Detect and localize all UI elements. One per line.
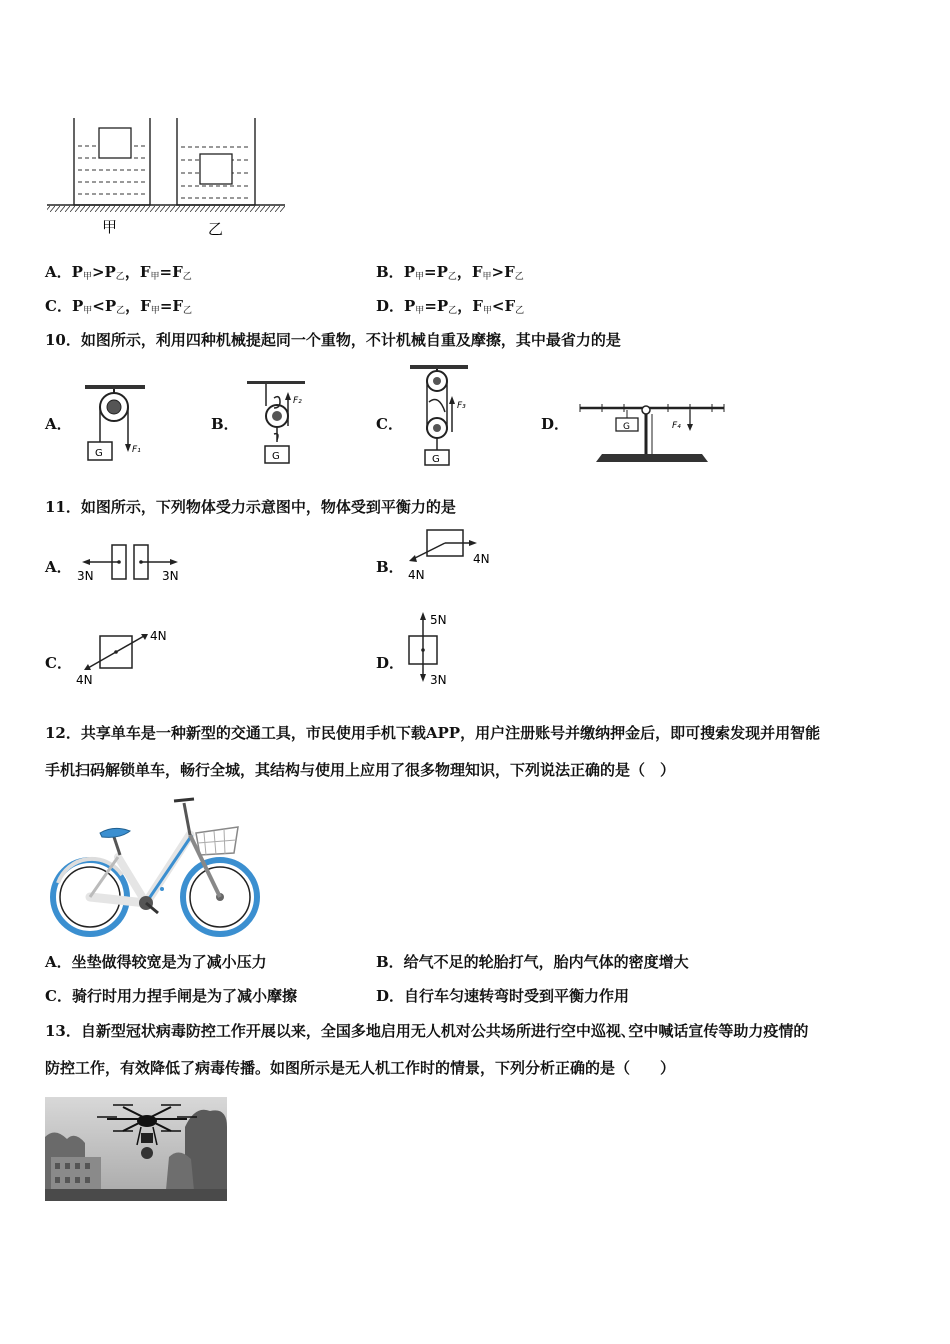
q10-d-force: F₄ <box>672 421 681 431</box>
q9-option-d[interactable]: D．$P_甲=P_乙$，$F_甲<F_乙$ <box>376 297 525 316</box>
q13-stem-line2: 防控工作，有效降低了病毒传播。如图所示是无人机工作时的情景，下列分析正确的是（ ） <box>45 1059 676 1077</box>
q10-movable-pulley-figure <box>244 376 314 468</box>
q11-a-force-left: 3N <box>77 569 94 583</box>
q9-option-b[interactable]: B．$P_甲=P_乙$，$F_甲>F_乙$ <box>376 263 524 282</box>
q10-c-force: F₃ <box>457 401 466 411</box>
q11-c-force-right: 4N <box>150 629 167 643</box>
q12-option-b[interactable]: B．给气不足的轮胎打气，胎内气体的密度增大 <box>376 953 689 971</box>
q13-stem-line1: 13．自新型冠状病毒防控工作开展以来，全国多地启用无人机对公共场所进行空中巡视､空中喊话宣传等助力疫情的 <box>45 1022 809 1040</box>
q12-option-c[interactable]: C．骑行时用力捏手闸是为了减小摩擦 <box>45 987 297 1005</box>
q11-d-force-up: 5N <box>430 613 447 627</box>
q10-option-b-label[interactable]: B． <box>211 415 239 433</box>
q12-option-d[interactable]: D．自行车匀速转弯时受到平衡力作用 <box>376 987 630 1005</box>
q13-drone-photo <box>45 1097 227 1201</box>
q10-a-force: F₁ <box>132 445 141 455</box>
q9-option-c[interactable]: C．$P_甲<P_乙$，$F_甲=F_乙$ <box>45 297 193 316</box>
q11-option-d-label[interactable]: D． <box>376 654 405 672</box>
q10-a-weight: G <box>95 448 103 459</box>
q11-d-force-down: 3N <box>430 673 447 687</box>
q10-d-weight: G <box>623 422 630 432</box>
q10-b-weight: G <box>272 451 280 462</box>
q12-bicycle-picture <box>48 795 266 945</box>
q11-option-a-label[interactable]: A． <box>45 558 72 576</box>
q11-b-force-figure <box>405 524 505 586</box>
q11-a-force-right: 3N <box>162 569 179 583</box>
q11-b-force-left: 4N <box>408 568 425 582</box>
q11-stem: 11．如图所示，下列物体受力示意图中，物体受到平衡力的是 <box>45 498 456 516</box>
q10-lever-figure <box>572 390 732 472</box>
q12-stem-line1: 12．共享单车是一种新型的交通工具，市民使用手机下载APP，用户注册账号并缴纳押金后，即可搜索发现并用智能 <box>45 724 821 742</box>
q11-option-b-label[interactable]: B． <box>376 558 404 576</box>
q10-option-c-label[interactable]: C． <box>376 415 403 433</box>
q12-option-a[interactable]: A．坐垫做得较宽是为了减小压力 <box>45 953 267 971</box>
q11-option-c-label[interactable]: C． <box>45 654 72 672</box>
q10-b-force: F₂ <box>293 396 302 406</box>
q11-a-force-figure <box>76 540 188 588</box>
q11-c-force-left: 4N <box>76 673 93 687</box>
q11-d-force-figure <box>403 608 463 692</box>
q11-c-force-figure <box>74 626 186 688</box>
q10-c-weight: G <box>432 454 440 465</box>
q11-b-force-right: 4N <box>473 552 490 566</box>
q10-stem: 10．如图所示，利用四种机械提起同一个重物，不计机械自重及摩擦，其中最省力的是 <box>45 331 621 349</box>
q9-option-a[interactable]: A．$P_甲>P_乙$，$F_甲=F_乙$ <box>45 263 192 282</box>
q10-fixed-pulley-figure <box>80 380 150 468</box>
q9-label-jia: 甲 <box>102 218 118 236</box>
q9-label-yi: 乙 <box>208 220 224 238</box>
q9-containers-figure <box>45 110 290 240</box>
q10-option-d-label[interactable]: D． <box>541 415 570 433</box>
q12-stem-line2: 手机扫码解锁单车，畅行全城，其结构与使用上应用了很多物理知识，下列说法正确的是（ ） <box>45 761 676 779</box>
q10-option-a-label[interactable]: A． <box>45 415 72 433</box>
q10-pulley-block-figure <box>404 362 474 468</box>
